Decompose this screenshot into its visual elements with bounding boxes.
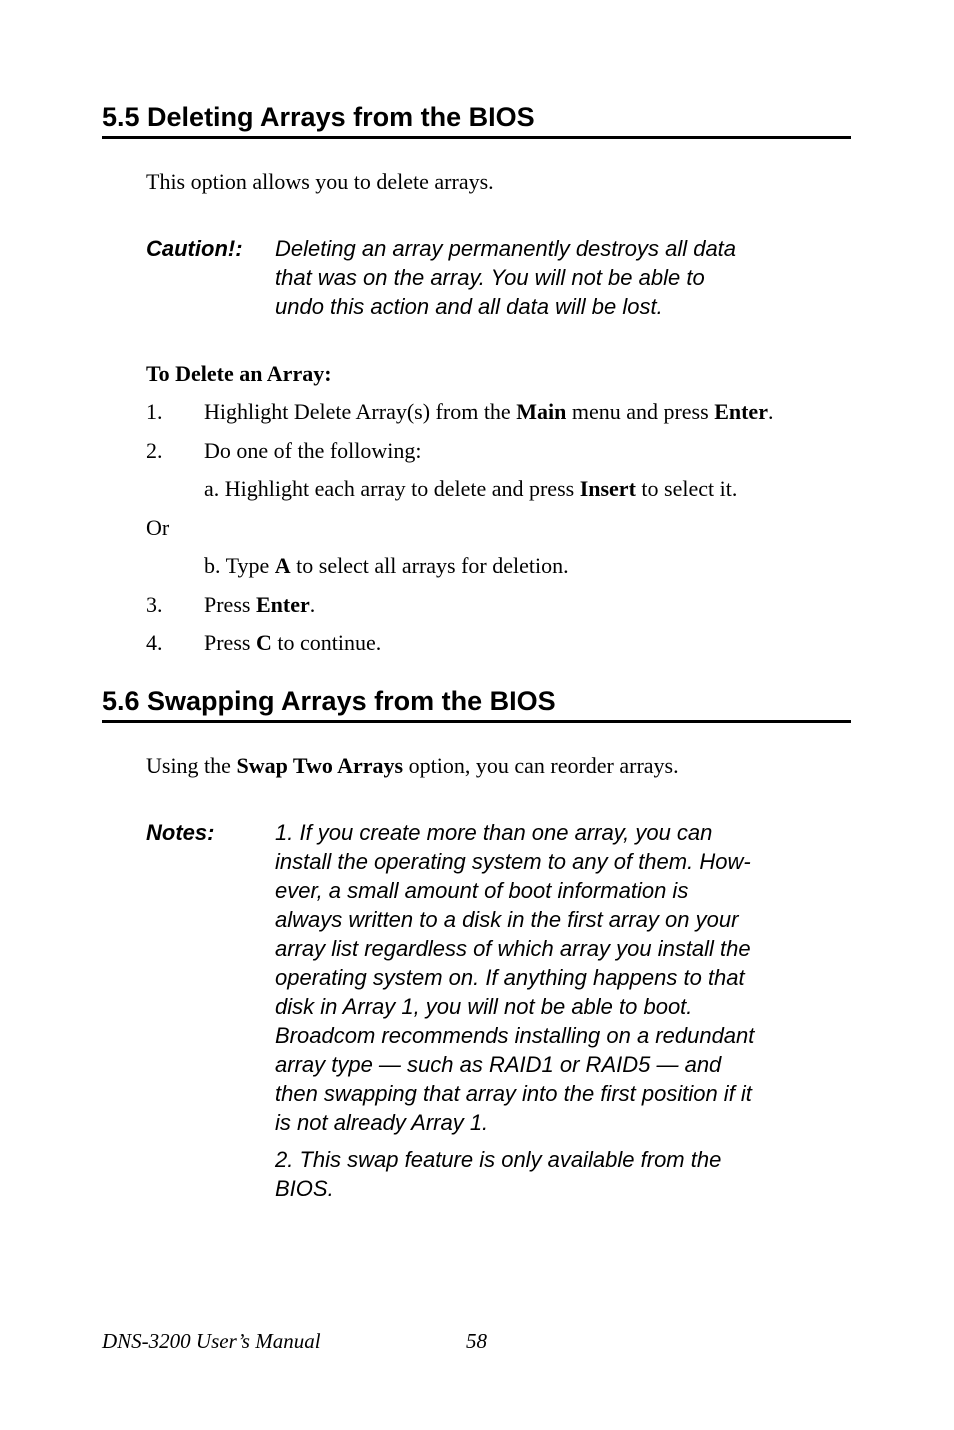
intro-text: Using the [146,753,237,778]
note-line: BIOS. [275,1176,334,1201]
intro-text: option, you can reorder arrays. [403,753,679,778]
step-text: . [309,592,316,617]
section-heading-5-5: 5.5 Deleting Arrays from the BIOS [102,100,851,139]
section-heading-5-6: 5.6 Swapping Arrays from the BIOS [102,684,851,723]
note-2 [275,1145,815,1203]
caution-line: that was on the array. You will not be able to [275,265,705,290]
step-text: menu and press [566,399,715,424]
step-number: 3. [146,592,163,617]
option-b [204,552,569,580]
step-text: Press [204,630,256,655]
option-text: to select it. [635,476,738,501]
note-line: ever, a small amount of boot information is [275,878,689,903]
note-line: Broadcom recommends installing on a redundant [275,1023,755,1048]
footer-manual-title: DNS-3200 User’s Manual [102,1329,321,1353]
bold-term: Main [516,399,567,424]
step-text: to continue. [271,630,382,655]
note-line: then swapping that array into the first position if it [275,1081,752,1106]
step-text: Press [204,592,256,617]
bold-term: Swap Two Arrays [236,753,404,778]
note-1 [275,818,815,1137]
note-line: operating system on. If anything happens to that [275,965,745,990]
caution-line: Deleting an array permanently destroys all data [275,236,737,261]
note-line: 2. This swap feature is only available from the [275,1147,722,1172]
bold-term: C [255,630,272,655]
step-text: Highlight Delete Array(s) from the [204,399,517,424]
bold-term: A [274,553,291,578]
caution-label: Caution!: [146,236,243,261]
step-text: Do one of the following: [204,438,422,463]
caution-text [275,234,815,321]
step-number: 4. [146,630,163,655]
step-number: 2. [146,438,163,463]
note-line: disk in Array 1, you will not be able to boot. [275,994,693,1019]
note-line: 1. If you create more than one array, you can [275,820,713,845]
section-intro: This option allows you to delete arrays. [146,169,494,194]
bold-term: Insert [579,476,636,501]
note-line: array type — such as RAID1 or RAID5 — and [275,1052,722,1077]
option-text: b. Type [204,553,275,578]
procedure-title: To Delete an Array: [146,361,332,386]
option-text: to select all arrays for deletion. [290,553,569,578]
page-number: 58 [466,1329,487,1353]
step-1 [146,398,773,426]
step-number: 1. [146,399,163,424]
step-3 [146,591,315,619]
note-line: is not already Array 1. [275,1110,489,1135]
note-line: install the operating system to any of them. How- [275,849,751,874]
bold-term: Enter [255,592,310,617]
or-separator: Or [146,515,170,540]
step-text: . [767,399,774,424]
notes-label: Notes: [146,820,215,845]
option-a [204,475,737,503]
option-text: a. Highlight each array to delete and press [204,476,580,501]
step-2 [146,437,422,465]
caution-line: undo this action and all data will be lost. [275,294,663,319]
bold-term: Enter [714,399,768,424]
step-4 [146,629,381,657]
note-line: array list regardless of which array you install the [275,936,751,961]
note-line: always written to a disk in the first array on your [275,907,739,932]
section-intro [146,752,679,780]
